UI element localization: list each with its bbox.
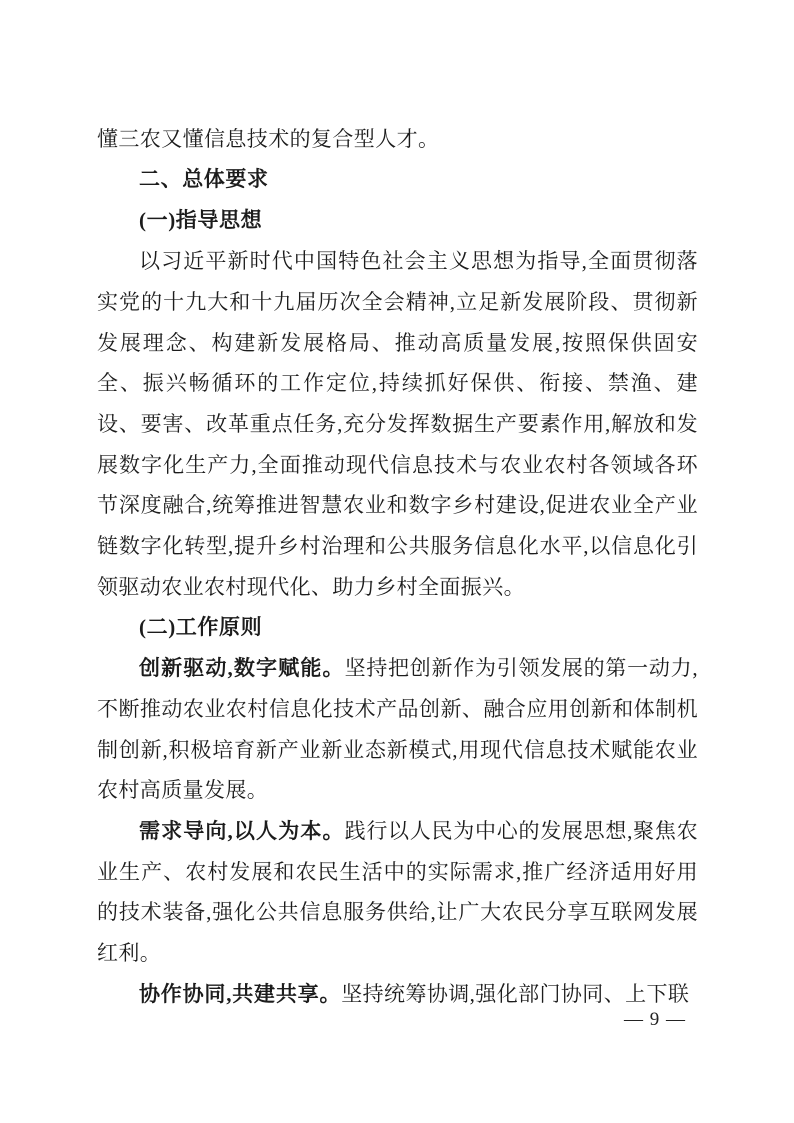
paragraph-text: 坚持把创新作为引领发展的第一动力,不断推动农业农村信息化技术产品创新、融合应用创新和体制机制创新,积极培育新产业新业态新模式,用现代信息技术赋能农业农村高质量发展。	[97, 656, 698, 803]
paragraph-collaboration	[97, 974, 698, 1015]
paragraph-text: 坚持统筹协调,强化部门协同、上下联	[341, 981, 690, 1006]
subsection-heading-work-principles: (二)工作原则	[139, 615, 263, 640]
paragraph-lead: 创新驱动,数字赋能。	[139, 656, 345, 681]
paragraph-demand-oriented	[97, 811, 698, 974]
paragraph-innovation-driven	[97, 648, 698, 811]
paragraph-lead: 需求导向,以人为本。	[139, 818, 345, 843]
subsection-heading-guiding-ideology: (一)指导思想	[139, 208, 263, 233]
paragraph-text: 践行以人民为中心的发展思想,聚焦农业生产、农村发展和农民生活中的实际需求,推广经济适用好用的技术装备,强化公共信息服务供给,让广大农民分享互联网发展红利。	[97, 818, 698, 966]
section-heading: 二、总体要求	[139, 167, 269, 191]
paragraph-continuation: 懂三农又懂信息技术的复合型人才。	[97, 127, 440, 151]
paragraph-lead: 协作协同,共建共享。	[139, 981, 342, 1006]
document-content	[97, 119, 698, 1014]
page-number: — 9 —	[624, 1009, 686, 1030]
paragraph-guiding-ideology: 以习近平新时代中国特色社会主义思想为指导,全面贯彻落实党的十九大和十九届历次全会精神,立足新发展阶段、贯彻新发展理念、构建新发展格局、推动高质量发展,按照保供固安全、振兴畅循环的工作定位,持续抓好保供、衔接、禁渔、建设、要害、改革重点任务,充分发挥数据生产要素作用,解放和发展数字化生产力,全面推动现代信息技术与农业农村各领域各环节深度融合,统筹推进智慧农业和数字乡村建设,促进农业全产业链数字化转型,提升乡村治理和公共服务信息化水平,以信息化引领驱动农业农村现代化、助力乡村全面振兴。	[97, 249, 698, 599]
